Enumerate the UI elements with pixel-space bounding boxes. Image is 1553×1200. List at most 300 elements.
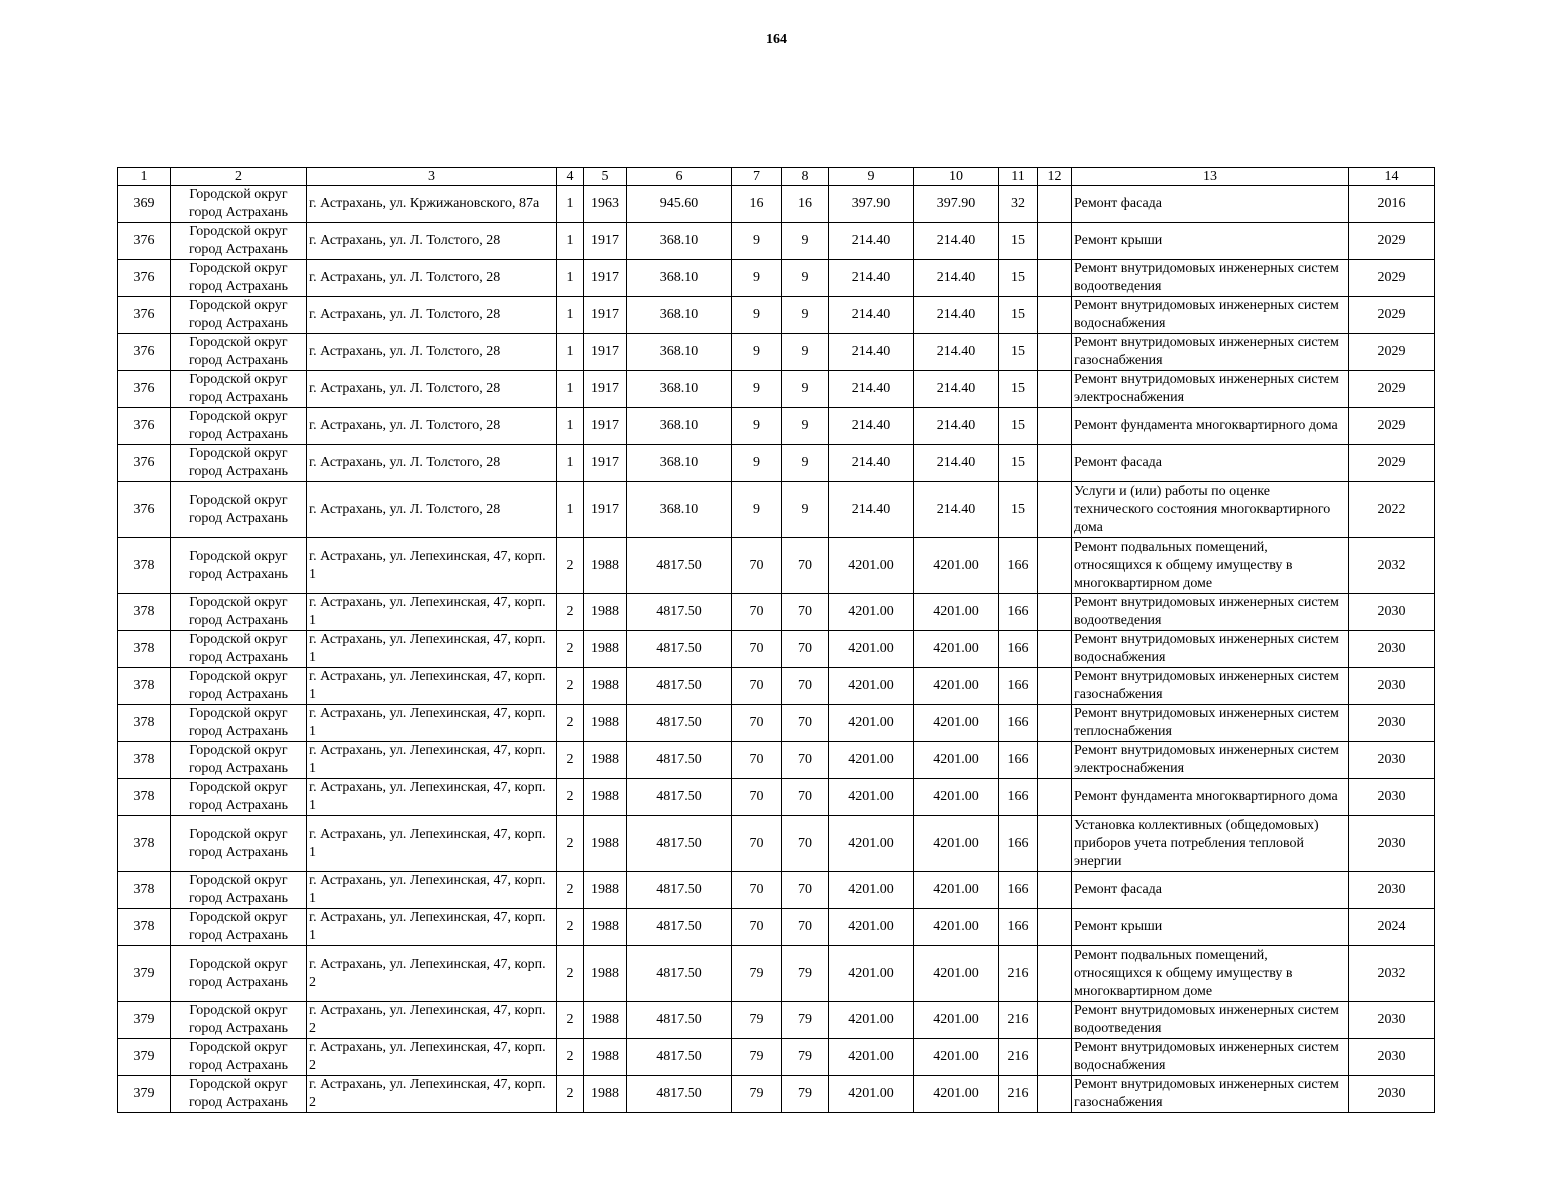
col12-cell xyxy=(1038,705,1072,742)
municipality-cell: Городской округ город Астрахань xyxy=(171,260,307,297)
address-cell: г. Астрахань, ул. Лепехинская, 47, корп. 1 xyxy=(307,631,557,668)
row-number-cell: 378 xyxy=(118,631,171,668)
col4-cell: 1 xyxy=(557,334,584,371)
plan-year-cell: 2030 xyxy=(1349,872,1435,909)
area-cell: 4817.50 xyxy=(627,594,732,631)
col4-cell: 2 xyxy=(557,816,584,872)
work-type-cell: Ремонт фундамента многоквартирного дома xyxy=(1072,408,1349,445)
area-cell: 368.10 xyxy=(627,445,732,482)
col11-cell: 166 xyxy=(999,594,1038,631)
year-cell: 1917 xyxy=(584,297,627,334)
plan-year-cell: 2029 xyxy=(1349,408,1435,445)
address-cell: г. Астрахань, ул. Лепехинская, 47, корп. 1 xyxy=(307,538,557,594)
municipality-cell: Городской округ город Астрахань xyxy=(171,538,307,594)
municipality-cell: Городской округ город Астрахань xyxy=(171,872,307,909)
col9-cell: 4201.00 xyxy=(829,779,914,816)
col4-cell: 2 xyxy=(557,742,584,779)
col4-cell: 1 xyxy=(557,297,584,334)
col9-cell: 214.40 xyxy=(829,334,914,371)
area-cell: 4817.50 xyxy=(627,1039,732,1076)
row-number-cell: 376 xyxy=(118,223,171,260)
plan-year-cell: 2029 xyxy=(1349,223,1435,260)
col12-cell xyxy=(1038,742,1072,779)
area-cell: 4817.50 xyxy=(627,909,732,946)
col10-cell: 4201.00 xyxy=(914,1039,999,1076)
year-cell: 1917 xyxy=(584,408,627,445)
work-type-cell: Установка коллективных (общедомовых) приборов учета потребления тепловой энергии xyxy=(1072,816,1349,872)
col7-cell: 70 xyxy=(732,816,782,872)
col12-cell xyxy=(1038,668,1072,705)
address-cell: г. Астрахань, ул. Л. Толстого, 28 xyxy=(307,371,557,408)
col9-cell: 214.40 xyxy=(829,297,914,334)
municipality-cell: Городской округ город Астрахань xyxy=(171,482,307,538)
row-number-cell: 378 xyxy=(118,779,171,816)
row-number-cell: 379 xyxy=(118,1039,171,1076)
address-cell: г. Астрахань, ул. Лепехинская, 47, корп. 1 xyxy=(307,816,557,872)
col10-cell: 214.40 xyxy=(914,260,999,297)
col12-cell xyxy=(1038,872,1072,909)
col11-cell: 15 xyxy=(999,445,1038,482)
area-cell: 368.10 xyxy=(627,482,732,538)
year-cell: 1988 xyxy=(584,594,627,631)
col11-cell: 166 xyxy=(999,816,1038,872)
col9-cell: 4201.00 xyxy=(829,631,914,668)
plan-year-cell: 2030 xyxy=(1349,594,1435,631)
row-number-cell: 376 xyxy=(118,334,171,371)
plan-year-cell: 2030 xyxy=(1349,816,1435,872)
col12-cell xyxy=(1038,909,1072,946)
work-type-cell: Ремонт внутридомовых инженерных систем газоснабжения xyxy=(1072,668,1349,705)
address-cell: г. Астрахань, ул. Лепехинская, 47, корп. 1 xyxy=(307,779,557,816)
col4-cell: 2 xyxy=(557,946,584,1002)
col11-cell: 166 xyxy=(999,742,1038,779)
year-cell: 1917 xyxy=(584,445,627,482)
col10-cell: 4201.00 xyxy=(914,1002,999,1039)
col11-cell: 166 xyxy=(999,705,1038,742)
col9-cell: 4201.00 xyxy=(829,705,914,742)
year-cell: 1988 xyxy=(584,909,627,946)
plan-year-cell: 2029 xyxy=(1349,445,1435,482)
area-cell: 368.10 xyxy=(627,371,732,408)
table-row xyxy=(118,1076,1435,1113)
col7-cell: 70 xyxy=(732,872,782,909)
col8-cell: 70 xyxy=(782,872,829,909)
col9-cell: 4201.00 xyxy=(829,594,914,631)
col10-cell: 4201.00 xyxy=(914,705,999,742)
col8-cell: 79 xyxy=(782,1039,829,1076)
col7-cell: 9 xyxy=(732,408,782,445)
col4-cell: 2 xyxy=(557,594,584,631)
col8-cell: 70 xyxy=(782,909,829,946)
row-number-cell: 379 xyxy=(118,1076,171,1113)
col12-cell xyxy=(1038,538,1072,594)
col9-cell: 4201.00 xyxy=(829,1039,914,1076)
col11-cell: 216 xyxy=(999,1002,1038,1039)
year-cell: 1988 xyxy=(584,631,627,668)
table-body xyxy=(118,168,1435,1113)
year-cell: 1917 xyxy=(584,260,627,297)
col8-cell: 70 xyxy=(782,742,829,779)
work-type-cell: Ремонт крыши xyxy=(1072,223,1349,260)
plan-year-cell: 2029 xyxy=(1349,371,1435,408)
col12-cell xyxy=(1038,779,1072,816)
work-type-cell: Ремонт подвальных помещений, относящихся к общему имуществу в многоквартирном доме xyxy=(1072,538,1349,594)
col10-cell: 214.40 xyxy=(914,482,999,538)
row-number-cell: 378 xyxy=(118,816,171,872)
col8-cell: 70 xyxy=(782,705,829,742)
col10-cell: 214.40 xyxy=(914,445,999,482)
work-type-cell: Ремонт внутридомовых инженерных систем газоснабжения xyxy=(1072,1076,1349,1113)
col7-cell: 9 xyxy=(732,223,782,260)
plan-year-cell: 2029 xyxy=(1349,297,1435,334)
header-cell: 1 xyxy=(118,168,171,186)
plan-year-cell: 2029 xyxy=(1349,260,1435,297)
work-type-cell: Ремонт внутридомовых инженерных систем водоотведения xyxy=(1072,260,1349,297)
col4-cell: 2 xyxy=(557,779,584,816)
address-cell: г. Астрахань, ул. Лепехинская, 47, корп. 2 xyxy=(307,1076,557,1113)
plan-year-cell: 2030 xyxy=(1349,631,1435,668)
area-cell: 4817.50 xyxy=(627,779,732,816)
col9-cell: 214.40 xyxy=(829,371,914,408)
municipality-cell: Городской округ город Астрахань xyxy=(171,909,307,946)
col7-cell: 79 xyxy=(732,946,782,1002)
address-cell: г. Астрахань, ул. Лепехинская, 47, корп. 1 xyxy=(307,705,557,742)
address-cell: г. Астрахань, ул. Л. Толстого, 28 xyxy=(307,260,557,297)
col4-cell: 2 xyxy=(557,668,584,705)
work-type-cell: Ремонт внутридомовых инженерных систем теплоснабжения xyxy=(1072,705,1349,742)
work-type-cell: Ремонт внутридомовых инженерных систем электроснабжения xyxy=(1072,742,1349,779)
address-cell: г. Астрахань, ул. Лепехинская, 47, корп. 1 xyxy=(307,909,557,946)
address-cell: г. Астрахань, ул. Лепехинская, 47, корп. 1 xyxy=(307,594,557,631)
area-cell: 368.10 xyxy=(627,297,732,334)
table-row xyxy=(118,223,1435,260)
col8-cell: 16 xyxy=(782,186,829,223)
col9-cell: 4201.00 xyxy=(829,872,914,909)
table-row xyxy=(118,705,1435,742)
plan-year-cell: 2030 xyxy=(1349,1002,1435,1039)
col8-cell: 9 xyxy=(782,408,829,445)
year-cell: 1917 xyxy=(584,223,627,260)
row-number-cell: 379 xyxy=(118,1002,171,1039)
col8-cell: 9 xyxy=(782,482,829,538)
col8-cell: 79 xyxy=(782,1002,829,1039)
row-number-cell: 376 xyxy=(118,482,171,538)
year-cell: 1988 xyxy=(584,779,627,816)
header-cell: 3 xyxy=(307,168,557,186)
year-cell: 1988 xyxy=(584,705,627,742)
col11-cell: 15 xyxy=(999,482,1038,538)
col10-cell: 4201.00 xyxy=(914,742,999,779)
col8-cell: 70 xyxy=(782,594,829,631)
col11-cell: 15 xyxy=(999,260,1038,297)
col12-cell xyxy=(1038,1076,1072,1113)
col9-cell: 397.90 xyxy=(829,186,914,223)
col4-cell: 2 xyxy=(557,705,584,742)
col12-cell xyxy=(1038,408,1072,445)
col7-cell: 9 xyxy=(732,297,782,334)
col8-cell: 70 xyxy=(782,779,829,816)
year-cell: 1917 xyxy=(584,334,627,371)
header-cell: 6 xyxy=(627,168,732,186)
col12-cell xyxy=(1038,631,1072,668)
col4-cell: 1 xyxy=(557,260,584,297)
year-cell: 1988 xyxy=(584,742,627,779)
plan-year-cell: 2030 xyxy=(1349,668,1435,705)
table-row xyxy=(118,186,1435,223)
col12-cell xyxy=(1038,223,1072,260)
area-cell: 4817.50 xyxy=(627,872,732,909)
col12-cell xyxy=(1038,482,1072,538)
table-row xyxy=(118,779,1435,816)
repair-schedule-table xyxy=(117,167,1435,1113)
col11-cell: 166 xyxy=(999,538,1038,594)
year-cell: 1917 xyxy=(584,371,627,408)
col8-cell: 9 xyxy=(782,223,829,260)
col11-cell: 166 xyxy=(999,909,1038,946)
work-type-cell: Ремонт внутридомовых инженерных систем водоотведения xyxy=(1072,594,1349,631)
row-number-cell: 376 xyxy=(118,297,171,334)
work-type-cell: Ремонт фасада xyxy=(1072,872,1349,909)
col12-cell xyxy=(1038,445,1072,482)
col7-cell: 9 xyxy=(732,482,782,538)
col9-cell: 4201.00 xyxy=(829,816,914,872)
table-row xyxy=(118,408,1435,445)
col12-cell xyxy=(1038,334,1072,371)
address-cell: г. Астрахань, ул. Кржижановского, 87а xyxy=(307,186,557,223)
col4-cell: 2 xyxy=(557,1039,584,1076)
col12-cell xyxy=(1038,946,1072,1002)
area-cell: 4817.50 xyxy=(627,946,732,1002)
col9-cell: 4201.00 xyxy=(829,909,914,946)
col10-cell: 214.40 xyxy=(914,371,999,408)
header-cell: 7 xyxy=(732,168,782,186)
row-number-cell: 378 xyxy=(118,594,171,631)
col7-cell: 70 xyxy=(732,742,782,779)
row-number-cell: 369 xyxy=(118,186,171,223)
col9-cell: 4201.00 xyxy=(829,1076,914,1113)
header-cell: 9 xyxy=(829,168,914,186)
plan-year-cell: 2032 xyxy=(1349,538,1435,594)
col12-cell xyxy=(1038,186,1072,223)
col9-cell: 214.40 xyxy=(829,482,914,538)
row-number-cell: 378 xyxy=(118,909,171,946)
col8-cell: 70 xyxy=(782,816,829,872)
col12-cell xyxy=(1038,1039,1072,1076)
col10-cell: 4201.00 xyxy=(914,538,999,594)
plan-year-cell: 2030 xyxy=(1349,779,1435,816)
table-row xyxy=(118,872,1435,909)
col4-cell: 1 xyxy=(557,445,584,482)
address-cell: г. Астрахань, ул. Лепехинская, 47, корп. 1 xyxy=(307,742,557,779)
address-cell: г. Астрахань, ул. Лепехинская, 47, корп. 2 xyxy=(307,1002,557,1039)
row-number-cell: 376 xyxy=(118,371,171,408)
col7-cell: 9 xyxy=(732,260,782,297)
row-number-cell: 376 xyxy=(118,445,171,482)
address-cell: г. Астрахань, ул. Л. Толстого, 28 xyxy=(307,482,557,538)
table-row xyxy=(118,1039,1435,1076)
col4-cell: 2 xyxy=(557,1002,584,1039)
table-row xyxy=(118,909,1435,946)
col10-cell: 214.40 xyxy=(914,223,999,260)
header-cell: 8 xyxy=(782,168,829,186)
col9-cell: 4201.00 xyxy=(829,538,914,594)
col10-cell: 397.90 xyxy=(914,186,999,223)
col8-cell: 9 xyxy=(782,334,829,371)
municipality-cell: Городской округ город Астрахань xyxy=(171,1002,307,1039)
col7-cell: 16 xyxy=(732,186,782,223)
col7-cell: 79 xyxy=(732,1002,782,1039)
work-type-cell: Ремонт внутридомовых инженерных систем газоснабжения xyxy=(1072,334,1349,371)
year-cell: 1988 xyxy=(584,1039,627,1076)
col7-cell: 79 xyxy=(732,1039,782,1076)
area-cell: 4817.50 xyxy=(627,705,732,742)
header-cell: 13 xyxy=(1072,168,1349,186)
year-cell: 1917 xyxy=(584,482,627,538)
col8-cell: 9 xyxy=(782,260,829,297)
address-cell: г. Астрахань, ул. Лепехинская, 47, корп. 2 xyxy=(307,946,557,1002)
col10-cell: 214.40 xyxy=(914,334,999,371)
col9-cell: 4201.00 xyxy=(829,946,914,1002)
col10-cell: 4201.00 xyxy=(914,1076,999,1113)
col11-cell: 166 xyxy=(999,668,1038,705)
work-type-cell: Ремонт внутридомовых инженерных систем водоснабжения xyxy=(1072,1039,1349,1076)
col9-cell: 214.40 xyxy=(829,445,914,482)
area-cell: 4817.50 xyxy=(627,816,732,872)
municipality-cell: Городской округ город Астрахань xyxy=(171,334,307,371)
col11-cell: 216 xyxy=(999,946,1038,1002)
col10-cell: 4201.00 xyxy=(914,668,999,705)
plan-year-cell: 2032 xyxy=(1349,946,1435,1002)
address-cell: г. Астрахань, ул. Лепехинская, 47, корп. 1 xyxy=(307,872,557,909)
address-cell: г. Астрахань, ул. Л. Толстого, 28 xyxy=(307,445,557,482)
col8-cell: 70 xyxy=(782,538,829,594)
col11-cell: 15 xyxy=(999,371,1038,408)
area-cell: 4817.50 xyxy=(627,668,732,705)
year-cell: 1988 xyxy=(584,1076,627,1113)
address-cell: г. Астрахань, ул. Л. Толстого, 28 xyxy=(307,223,557,260)
year-cell: 1988 xyxy=(584,1002,627,1039)
area-cell: 368.10 xyxy=(627,408,732,445)
col4-cell: 2 xyxy=(557,1076,584,1113)
table-row xyxy=(118,668,1435,705)
municipality-cell: Городской округ город Астрахань xyxy=(171,223,307,260)
table-row xyxy=(118,538,1435,594)
col10-cell: 4201.00 xyxy=(914,946,999,1002)
year-cell: 1988 xyxy=(584,668,627,705)
municipality-cell: Городской округ город Астрахань xyxy=(171,742,307,779)
municipality-cell: Городской округ город Астрахань xyxy=(171,371,307,408)
work-type-cell: Ремонт фасада xyxy=(1072,445,1349,482)
col12-cell xyxy=(1038,371,1072,408)
col11-cell: 15 xyxy=(999,223,1038,260)
col12-cell xyxy=(1038,816,1072,872)
col9-cell: 4201.00 xyxy=(829,742,914,779)
col12-cell xyxy=(1038,260,1072,297)
col7-cell: 9 xyxy=(732,371,782,408)
col8-cell: 79 xyxy=(782,1076,829,1113)
col7-cell: 9 xyxy=(732,445,782,482)
header-cell: 12 xyxy=(1038,168,1072,186)
area-cell: 368.10 xyxy=(627,223,732,260)
col10-cell: 4201.00 xyxy=(914,872,999,909)
work-type-cell: Ремонт фундамента многоквартирного дома xyxy=(1072,779,1349,816)
municipality-cell: Городской округ город Астрахань xyxy=(171,816,307,872)
municipality-cell: Городской округ город Астрахань xyxy=(171,946,307,1002)
col8-cell: 70 xyxy=(782,668,829,705)
col8-cell: 70 xyxy=(782,631,829,668)
plan-year-cell: 2029 xyxy=(1349,334,1435,371)
col7-cell: 70 xyxy=(732,909,782,946)
year-cell: 1988 xyxy=(584,872,627,909)
municipality-cell: Городской округ город Астрахань xyxy=(171,445,307,482)
header-cell: 14 xyxy=(1349,168,1435,186)
col7-cell: 70 xyxy=(732,631,782,668)
col10-cell: 4201.00 xyxy=(914,594,999,631)
municipality-cell: Городской округ город Астрахань xyxy=(171,594,307,631)
table-row xyxy=(118,742,1435,779)
plan-year-cell: 2030 xyxy=(1349,1039,1435,1076)
col4-cell: 1 xyxy=(557,408,584,445)
col7-cell: 79 xyxy=(732,1076,782,1113)
col11-cell: 166 xyxy=(999,631,1038,668)
col11-cell: 15 xyxy=(999,334,1038,371)
row-number-cell: 376 xyxy=(118,260,171,297)
row-number-cell: 378 xyxy=(118,705,171,742)
table-row xyxy=(118,482,1435,538)
address-cell: г. Астрахань, ул. Лепехинская, 47, корп. 2 xyxy=(307,1039,557,1076)
col12-cell xyxy=(1038,594,1072,631)
row-number-cell: 378 xyxy=(118,742,171,779)
col9-cell: 214.40 xyxy=(829,408,914,445)
table-row xyxy=(118,371,1435,408)
col9-cell: 214.40 xyxy=(829,260,914,297)
work-type-cell: Ремонт внутридомовых инженерных систем водоснабжения xyxy=(1072,631,1349,668)
col4-cell: 1 xyxy=(557,186,584,223)
area-cell: 4817.50 xyxy=(627,538,732,594)
address-cell: г. Астрахань, ул. Лепехинская, 47, корп. 1 xyxy=(307,668,557,705)
col4-cell: 1 xyxy=(557,482,584,538)
table-row xyxy=(118,594,1435,631)
col8-cell: 9 xyxy=(782,371,829,408)
address-cell: г. Астрахань, ул. Л. Толстого, 28 xyxy=(307,334,557,371)
col4-cell: 2 xyxy=(557,872,584,909)
col4-cell: 1 xyxy=(557,223,584,260)
col9-cell: 4201.00 xyxy=(829,1002,914,1039)
municipality-cell: Городской округ город Астрахань xyxy=(171,668,307,705)
municipality-cell: Городской округ город Астрахань xyxy=(171,186,307,223)
col8-cell: 9 xyxy=(782,445,829,482)
work-type-cell: Ремонт подвальных помещений, относящихся к общему имуществу в многоквартирном доме xyxy=(1072,946,1349,1002)
col7-cell: 70 xyxy=(732,779,782,816)
area-cell: 368.10 xyxy=(627,334,732,371)
table-row xyxy=(118,260,1435,297)
area-cell: 945.60 xyxy=(627,186,732,223)
col12-cell xyxy=(1038,1002,1072,1039)
col7-cell: 70 xyxy=(732,538,782,594)
row-number-cell: 378 xyxy=(118,872,171,909)
row-number-cell: 378 xyxy=(118,538,171,594)
address-cell: г. Астрахань, ул. Л. Толстого, 28 xyxy=(307,297,557,334)
col9-cell: 4201.00 xyxy=(829,668,914,705)
work-type-cell: Услуги и (или) работы по оценке технического состояния многоквартирного дома xyxy=(1072,482,1349,538)
col7-cell: 70 xyxy=(732,668,782,705)
table-row xyxy=(118,1002,1435,1039)
col9-cell: 214.40 xyxy=(829,223,914,260)
table-row xyxy=(118,631,1435,668)
table-row xyxy=(118,816,1435,872)
col7-cell: 70 xyxy=(732,705,782,742)
municipality-cell: Городской округ город Астрахань xyxy=(171,779,307,816)
